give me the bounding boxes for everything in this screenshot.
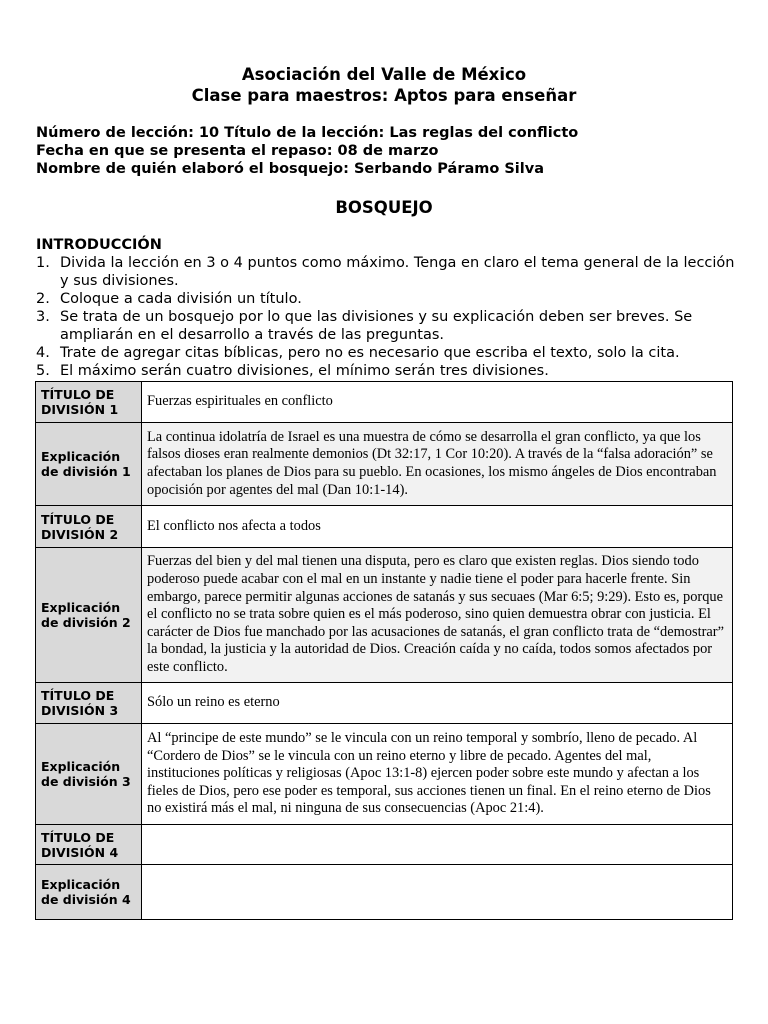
outline-table xyxy=(35,381,733,920)
list-item xyxy=(36,362,736,380)
division-2-explanation-value: Fuerzas del bien y del mal tienen una disputa, pero es claro que existen reglas. Dios siendo todo poderoso puede acabar con el mal en un instante y nadie tiene el poder para hacerle frente. Sin embargo, parece permitir algunas acciones de satanás y sus secuaes (Mar 6:5; 9:29). Esto es, porque el conflicto no se trata sobre quien es el más poderoso, sino quien demuestra obrar con justicia. El carácter de Dios fue manchado por las acusaciones de satanás, el gran conflicto trata de “demostrar” la bondad, la justicia y la autoridad de Dios. Creación caída y no caída, todos somos afectados por este conflicto. xyxy=(142,548,733,683)
division-3-title-value: Sólo un reino es eterno xyxy=(142,683,733,724)
division-4-explanation-label: Explicación de división 4 xyxy=(36,865,142,920)
table-row xyxy=(36,724,733,825)
table-row xyxy=(36,506,733,548)
list-item-number: 3. xyxy=(36,309,50,325)
division-4-explanation-value xyxy=(142,865,733,920)
list-item-text: Divida la lección en 3 o 4 puntos como máximo. Tenga en claro el tema general de la lección y sus divisiones. xyxy=(60,255,735,289)
table-row xyxy=(36,423,733,506)
division-3-explanation-label: Explicación de división 3 xyxy=(36,724,142,825)
introduction-heading: INTRODUCCIÓN xyxy=(36,237,162,253)
outline-heading: BOSQUEJO xyxy=(335,198,433,217)
division-1-explanation-value: La continua idolatría de Israel es una muestra de cómo se desarrolla el gran conflicto, ya que los falsos dioses eran realmente demonios (Dt 32:17, 1 Cor 10:20). A través de la “falsa adoración” se afectaban los planes de Dios para su pueblo. En ocasiones, los mismo ángeles de Dios encontraban opocisión por agentes del mal (Dan 10:1-14). xyxy=(142,423,733,506)
instructions-list xyxy=(36,254,736,380)
document-subtitle: Clase para maestros: Aptos para enseñar xyxy=(191,86,577,105)
document-title: Asociación del Valle de México xyxy=(241,65,527,84)
list-item-text: Coloque a cada división un título. xyxy=(60,291,302,307)
division-3-explanation-value: Al “principe de este mundo” se le vincula con un reino temporal y sombrío, lleno de pecado. Al “Cordero de Dios” se le vincula con un reino eterno y libre de pecado. Agentes del mal, instituciones políticas y religiosas (Apoc 13:1-8) ejercen poder sobre este mundo y afectan a los fieles de Dios, pero ese poder es temporal, sus acciones tienen un final. En el reino eterno de Dios no existirá más el mal, ni ninguna de sus consecuencias (Apoc 21:4). xyxy=(142,724,733,825)
division-1-explanation-label: Explicación de división 1 xyxy=(36,423,142,506)
division-2-title-label: TÍTULO DE DIVISIÓN 2 xyxy=(36,506,142,548)
division-2-title-value: El conflicto nos afecta a todos xyxy=(142,506,733,548)
division-1-title-value: Fuerzas espirituales en conflicto xyxy=(142,382,733,423)
list-item xyxy=(36,344,736,362)
list-item-number: 2. xyxy=(36,291,50,307)
list-item-text: Se trata de un bosquejo por lo que las divisiones y su explicación deben ser breves. Se ampliarán en el desarrollo a través de las preguntas. xyxy=(60,309,693,343)
list-item-number: 1. xyxy=(36,255,50,271)
list-item xyxy=(36,290,736,308)
table-row xyxy=(36,865,733,920)
list-item-text: El máximo serán cuatro divisiones, el mínimo serán tres divisiones. xyxy=(60,363,549,379)
list-item xyxy=(36,254,736,290)
division-2-explanation-label: Explicación de división 2 xyxy=(36,548,142,683)
table-row xyxy=(36,548,733,683)
author-line: Nombre de quién elaboró el bosquejo: Serbando Páramo Silva xyxy=(36,161,544,177)
date-line: Fecha en que se presenta el repaso: 08 de marzo xyxy=(36,143,439,159)
division-3-title-label: TÍTULO DE DIVISIÓN 3 xyxy=(36,683,142,724)
table-row xyxy=(36,825,733,865)
list-item xyxy=(36,308,736,344)
division-4-title-value xyxy=(142,825,733,865)
division-4-title-label: TÍTULO DE DIVISIÓN 4 xyxy=(36,825,142,865)
table-row xyxy=(36,683,733,724)
list-item-number: 5. xyxy=(36,363,50,379)
lesson-line: Número de lección: 10 Título de la lección: Las reglas del conflicto xyxy=(36,125,579,141)
division-1-title-label: TÍTULO DE DIVISIÓN 1 xyxy=(36,382,142,423)
table-row xyxy=(36,382,733,423)
list-item-text: Trate de agregar citas bíblicas, pero no es necesario que escriba el texto, solo la cita. xyxy=(60,345,680,361)
list-item-number: 4. xyxy=(36,345,50,361)
